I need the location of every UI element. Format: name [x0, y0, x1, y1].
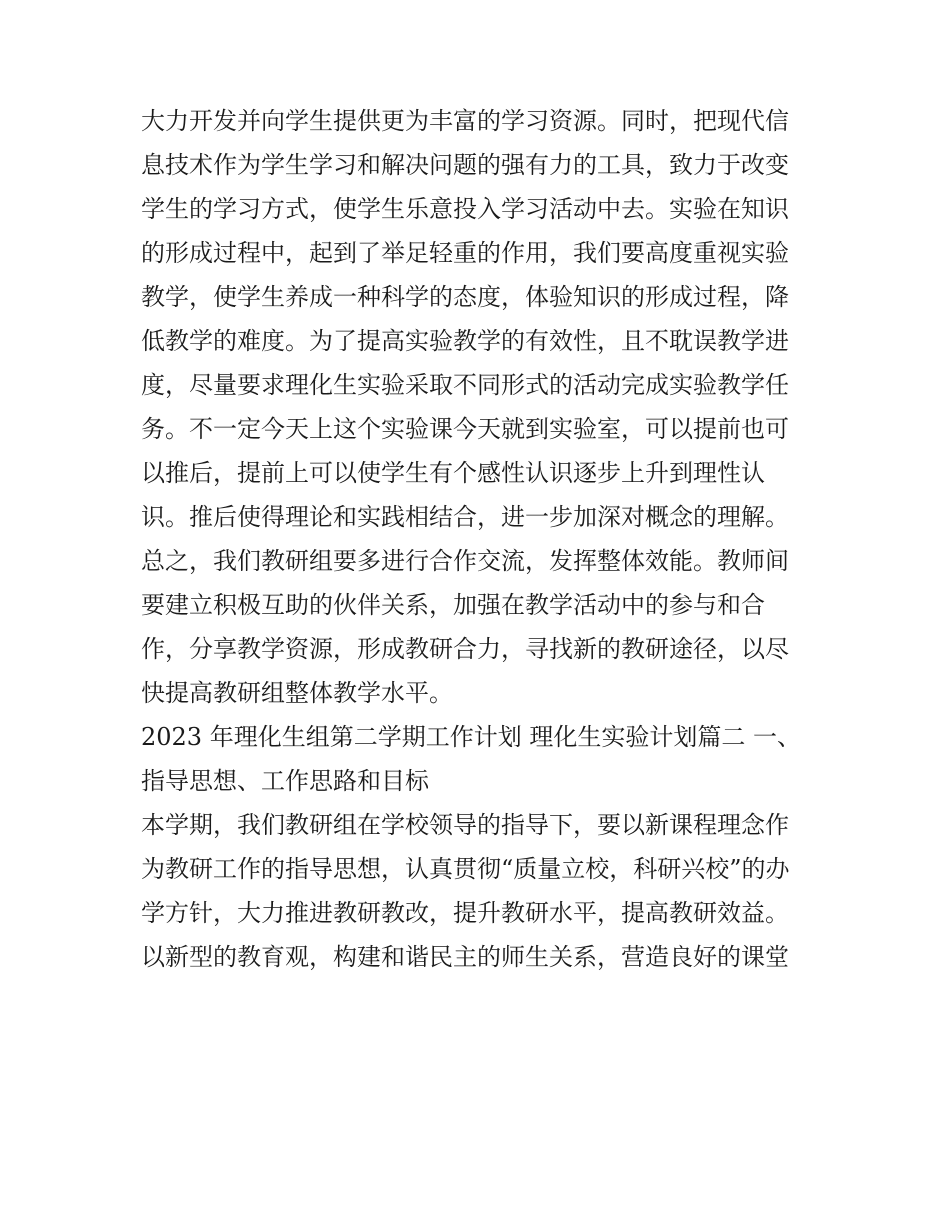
- text-line: 教学，使学生养成一种科学的态度，体验知识的形成过程，降: [141, 283, 789, 311]
- text-line: 总之，我们教研组要多进行合作交流，发挥整体效能。教师间: [141, 547, 789, 575]
- text-line: 为教研工作的指导思想，认真贯彻“质量立校，科研兴校”的办: [141, 855, 790, 883]
- text-line: 务。不一定今天上这个实验课今天就到实验室，可以提前也可: [141, 415, 789, 443]
- text-line: 学生的学习方式，使学生乐意投入学习活动中去。实验在知识: [141, 195, 789, 223]
- section-heading-line: 指导思想、工作思路和目标: [141, 767, 429, 795]
- text-line: 要建立积极互助的伙伴关系，加强在教学活动中的参与和合: [141, 591, 765, 619]
- text-line: 度，尽量要求理化生实验采取不同形式的活动完成实验教学任: [141, 371, 789, 399]
- text-line: 低教学的难度。为了提高实验教学的有效性，且不耽误教学进: [141, 327, 789, 355]
- text-line: 大力开发并向学生提供更为丰富的学习资源。同时，把现代信: [141, 107, 789, 135]
- text-line: 以推后，提前上可以使学生有个感性认识逐步上升到理性认: [141, 459, 765, 487]
- text-line: 的形成过程中，起到了举足轻重的作用，我们要高度重视实验: [141, 239, 789, 267]
- text-line: 本学期，我们教研组在学校领导的指导下，要以新课程理念作: [141, 811, 789, 839]
- text-line: 作，分享教学资源，形成教研合力，寻找新的教研途径，以尽: [141, 635, 789, 663]
- section-heading-line: 2023 年理化生组第二学期工作计划 理化生实验计划篇二 一、: [141, 723, 801, 751]
- text-line: 学方针，大力推进教研教改，提升教研水平，提高教研效益。: [141, 899, 789, 927]
- text-line: 息技术作为学生学习和解决问题的强有力的工具，致力于改变: [141, 151, 789, 179]
- document-body: [141, 99, 821, 979]
- text-line: 以新型的教育观，构建和谐民主的师生关系，营造良好的课堂: [141, 943, 789, 971]
- text-line: 快提高教研组整体教学水平。: [141, 679, 453, 707]
- text-line: 识。推后使得理论和实践相结合，进一步加深对概念的理解。: [141, 503, 789, 531]
